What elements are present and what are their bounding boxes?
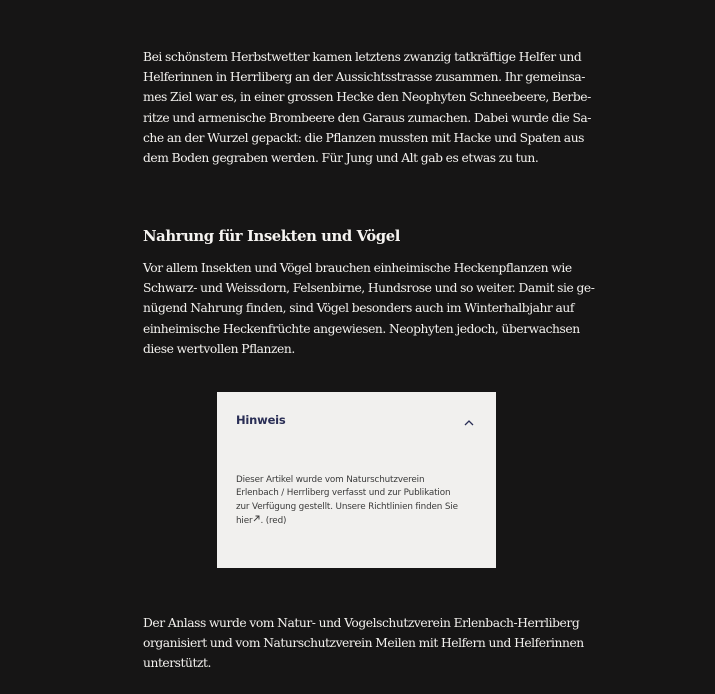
note-body bbox=[236, 474, 484, 529]
text-line: diese wertvollen Pflanzen. bbox=[143, 341, 295, 356]
text-line: unterstützt. bbox=[143, 656, 211, 671]
text-line: Vor allem Insekten und Vögel brauchen einheimische Heckenpflanzen wie bbox=[143, 261, 572, 275]
section-heading: Nahrung für Insekten und Vögel bbox=[143, 228, 400, 245]
section-paragraph bbox=[143, 258, 594, 359]
intro-paragraph bbox=[143, 47, 591, 168]
note-toggle-header[interactable] bbox=[236, 411, 482, 431]
text-line: einheimische Heckenfrüchte angewiesen. Neophyten jedoch, überwachsen bbox=[143, 321, 580, 336]
text-line: mes Ziel war es, in einer grossen Hecke den Neophyten Schneebeere, Berbe- bbox=[143, 90, 591, 105]
text-line: Schwarz- und Weissdorn, Felsenbirne, Hundsrose und so weiter. Damit sie ge- bbox=[143, 281, 595, 296]
note-line: Dieser Artikel wurde vom Naturschutzverein bbox=[236, 475, 425, 485]
text-line: dem Boden gegraben werden. Für Jung und Alt gab es etwas zu tun. bbox=[143, 151, 539, 166]
text-line: Helferinnen in Herrliberg an der Aussichtsstrasse zusammen. Ihr gemeinsa- bbox=[143, 70, 585, 85]
note-line: Erlenbach / Herrliberg verfasst und zur Publikation bbox=[236, 488, 451, 499]
text-line: ritze und armenische Brombeere den Garaus zumachen. Dabei wurde die Sa- bbox=[143, 110, 592, 125]
note-suffix: . (red) bbox=[260, 516, 287, 527]
text-line: Bei schönstem Herbstwetter kamen letztens zwanzig tatkräftige Helfer und bbox=[143, 50, 582, 64]
text-line: che an der Wurzel gepackt: die Pflanzen mussten mit Hacke und Spaten aus bbox=[143, 130, 585, 145]
text-line: Der Anlass wurde vom Natur- und Vogelschutzverein Erlenbach-Herrliberg bbox=[143, 616, 580, 630]
guidelines-link-text: hier bbox=[236, 516, 253, 527]
closing-paragraph bbox=[143, 613, 584, 674]
note-last-line bbox=[236, 514, 484, 528]
note-box bbox=[217, 392, 496, 568]
chevron-up-icon[interactable] bbox=[462, 414, 476, 426]
text-line: organisiert und vom Naturschutzverein Meilen mit Helfern und Helferinnen bbox=[143, 636, 584, 651]
text-line: nügend Nahrung finden, sind Vögel besonders auch im Winterhalbjahr auf bbox=[143, 301, 574, 316]
guidelines-link[interactable] bbox=[236, 516, 260, 526]
note-title: Hinweis bbox=[236, 413, 286, 427]
note-line: zur Verfügung gestellt. Unsere Richtlinien finden Sie bbox=[236, 501, 458, 512]
